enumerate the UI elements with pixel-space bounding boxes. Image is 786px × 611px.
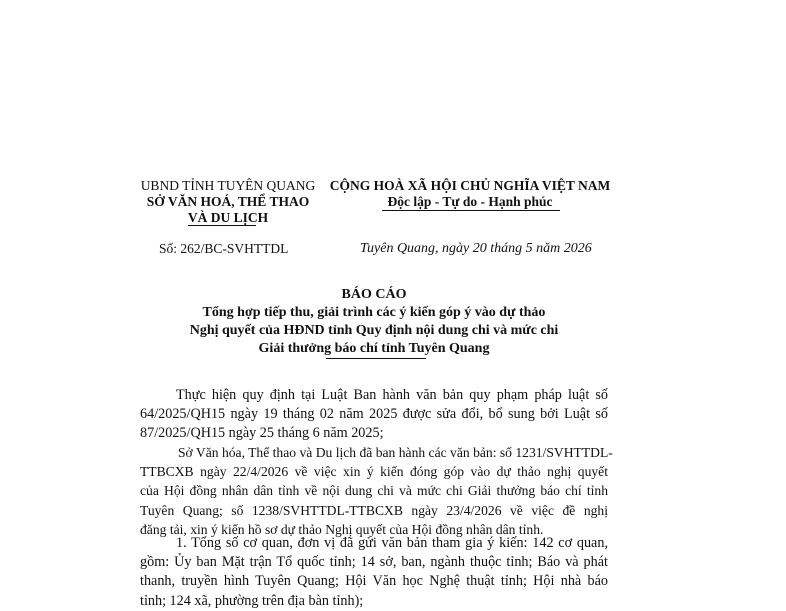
report-heading: BÁO CÁO bbox=[341, 287, 407, 302]
report-subject-line2: Nghị quyết của HĐND tỉnh Quy định nội dung chi và mức chi bbox=[189, 323, 559, 338]
report-title bbox=[140, 286, 608, 358]
p3-line4: tỉnh; 124 xã, phường trên địa bàn tỉnh); bbox=[140, 592, 364, 609]
p1-line1: Thực hiện quy định tại Luật Ban hành văn bản quy phạm pháp luật số bbox=[176, 387, 608, 403]
paragraph-1 bbox=[140, 386, 608, 444]
report-subject-line3: Giải thưởng báo chí tỉnh Tuyên Quang bbox=[258, 341, 490, 356]
report-subject-line1: Tổng hợp tiếp thu, giải trình các ý kiến góp ý vào dự thảo bbox=[202, 305, 546, 320]
agency-name-line2: VÀ DU LỊCH bbox=[187, 210, 269, 225]
p3-line2: gồm: Ủy ban Mặt trận Tổ quốc tỉnh; 14 sở, ban, ngành thuộc tỉnh; Báo và phát bbox=[140, 554, 608, 571]
p2-line2: TTBCXB ngày 22/4/2026 về việc xin ý kiến đóng góp vào dự thảo nghị quyết bbox=[140, 464, 608, 480]
paragraph-3 bbox=[140, 534, 608, 611]
p2-line5: đăng tải, xin ý kiến hồ sơ dự thảo Nghị quyết của Hội đồng nhân dân tỉnh. bbox=[140, 521, 544, 537]
place-date: Tuyên Quang, ngày 20 tháng 5 năm 2026 bbox=[360, 241, 592, 256]
p1-line2: 64/2025/QH15 ngày 19 tháng 02 năm 2025 được sửa đổi, bổ sung bởi Luật số bbox=[140, 406, 608, 423]
p2-line3: của Hội đồng nhân dân tỉnh về nội dung chi và mức chi Giải thưởng báo chí tỉnh bbox=[140, 483, 608, 499]
national-motto: Độc lập - Tự do - Hạnh phúc bbox=[387, 194, 553, 209]
motto-underline bbox=[382, 210, 560, 211]
title-underline bbox=[326, 358, 426, 359]
header-left bbox=[130, 178, 326, 226]
p2-line1: Sở Văn hóa, Thể thao và Du lịch đã ban hành các văn bản: số 1231/SVHTTDL- bbox=[178, 445, 613, 460]
p1-line3: 87/2025/QH15 ngày 25 tháng 6 năm 2025; bbox=[140, 425, 384, 442]
agency-underline bbox=[188, 225, 256, 226]
doc-number: Số: 262/BC-SVHTTDL bbox=[159, 241, 289, 256]
agency-name-line1: SỞ VĂN HOÁ, THỂ THAO bbox=[146, 194, 310, 209]
national-title: CỘNG HOÀ XÃ HỘI CHỦ NGHĨA VIỆT NAM bbox=[329, 178, 611, 193]
p3-line1: 1. Tổng số cơ quan, đơn vị đã gửi văn bản tham gia ý kiến: 142 cơ quan, bbox=[176, 535, 608, 551]
agency-parent: UBND TỈNH TUYÊN QUANG bbox=[140, 178, 316, 193]
p2-line4: Tuyên Quang; số 1238/SVHTTDL-TTBCXB ngày 23/4/2026 về việc đề nghị bbox=[140, 502, 608, 518]
header-right bbox=[320, 178, 620, 210]
paragraph-2 bbox=[140, 443, 613, 539]
p3-line3: thanh, truyền hình Tuyên Quang; Hội Văn học Nghệ thuật tỉnh; Hội nhà báo bbox=[140, 573, 608, 590]
